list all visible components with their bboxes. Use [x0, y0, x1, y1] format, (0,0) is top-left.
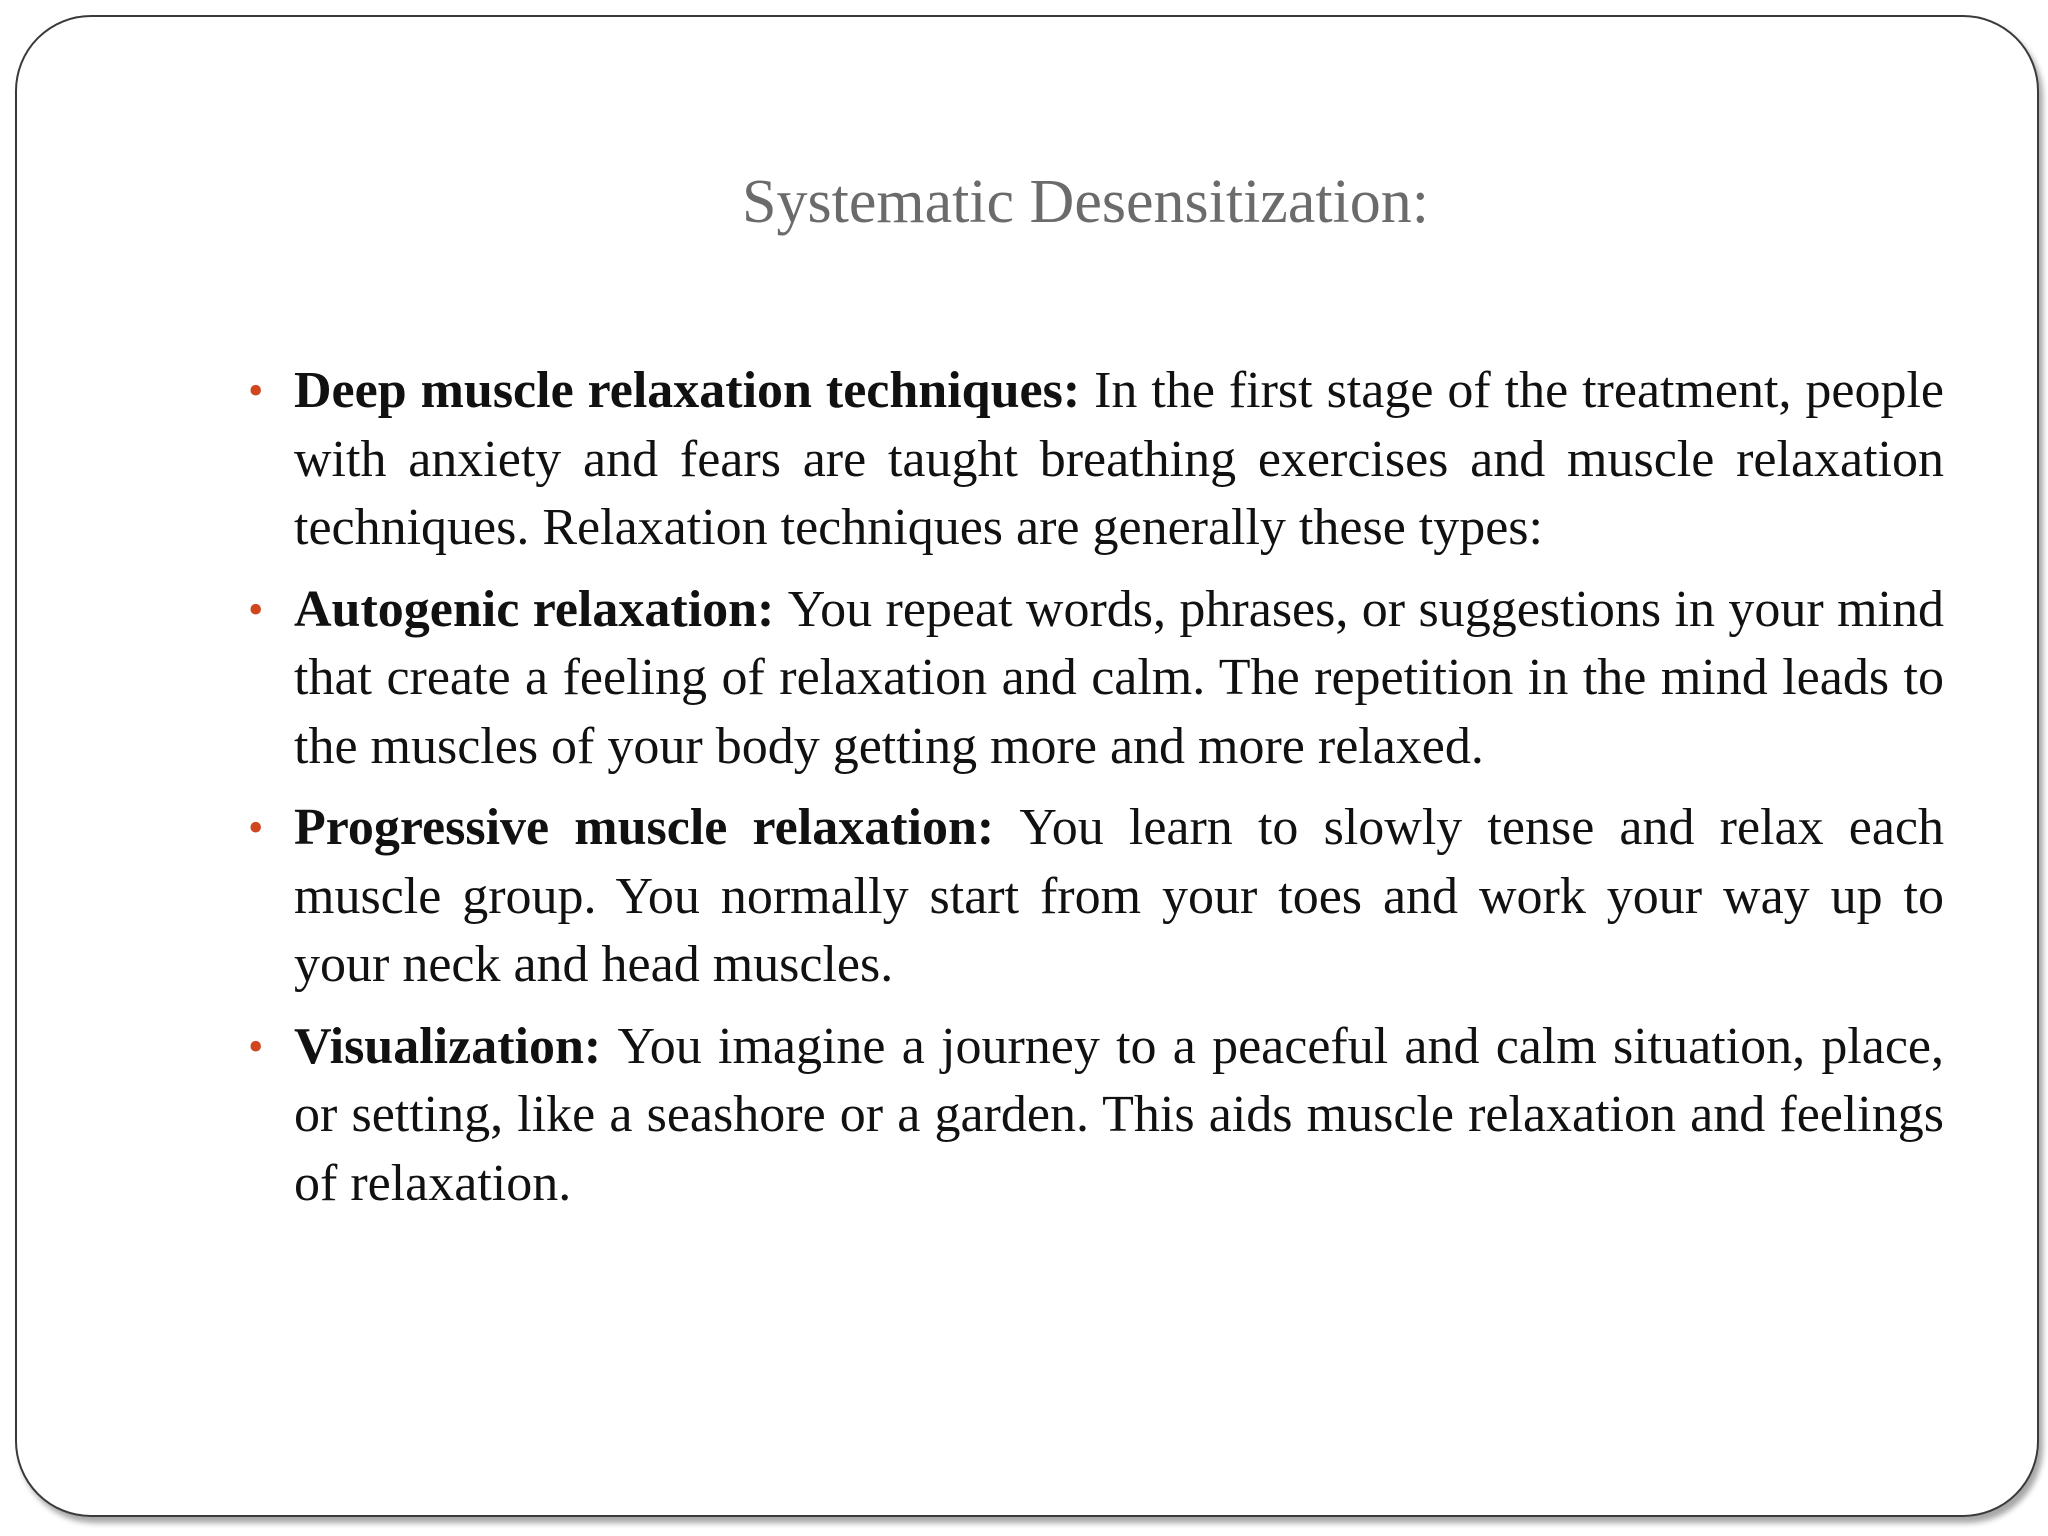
bullet-marker: •: [248, 584, 264, 634]
bullet-text: You imagine a journey to a peaceful and calm situation, place, or setting, like a seashore or a garden. This aids muscle relaxation and feelings of relaxation.: [294, 1017, 1945, 1212]
bullet-text: You repeat words, phrases, or suggestions in your mind that create a feeling of relaxation and calm. The repetition in the mind leads to the muscles of your body getting more and more relaxed.: [294, 580, 1944, 775]
bullet-item-visualization: [248, 1013, 1945, 1219]
slide-frame: [15, 15, 2039, 1517]
bullet-marker: •: [248, 803, 264, 852]
bullet-text: You learn to slowly tense and relax each muscle group. You normally start from your toes and work your way up to your neck and head muscles.: [294, 799, 1945, 993]
bullet-text: In the first stage of the treatment, people with anxiety and fears are taught breathing exercises and muscle relaxation techniques. Relaxation techniques are generally these types:: [294, 362, 1944, 556]
bullet-marker: •: [248, 1021, 264, 1071]
bullet-marker: •: [248, 366, 264, 415]
bullet-heading: Progressive muscle relaxation:: [294, 799, 1020, 856]
bullet-heading: Autogenic relaxation:: [294, 580, 788, 638]
bullet-heading: Deep muscle relaxation techniques:: [294, 362, 1095, 419]
bullet-heading: Visualization:: [294, 1017, 618, 1075]
bullet-item-deep-muscle-relaxation: [248, 357, 1944, 563]
bullet-item-autogenic-relaxation: [248, 576, 1944, 782]
bullet-list: [248, 357, 1945, 1231]
slide-title: Systematic Desensitization:: [741, 168, 1430, 236]
bullet-item-progressive-muscle-relaxation: [248, 794, 1945, 1000]
